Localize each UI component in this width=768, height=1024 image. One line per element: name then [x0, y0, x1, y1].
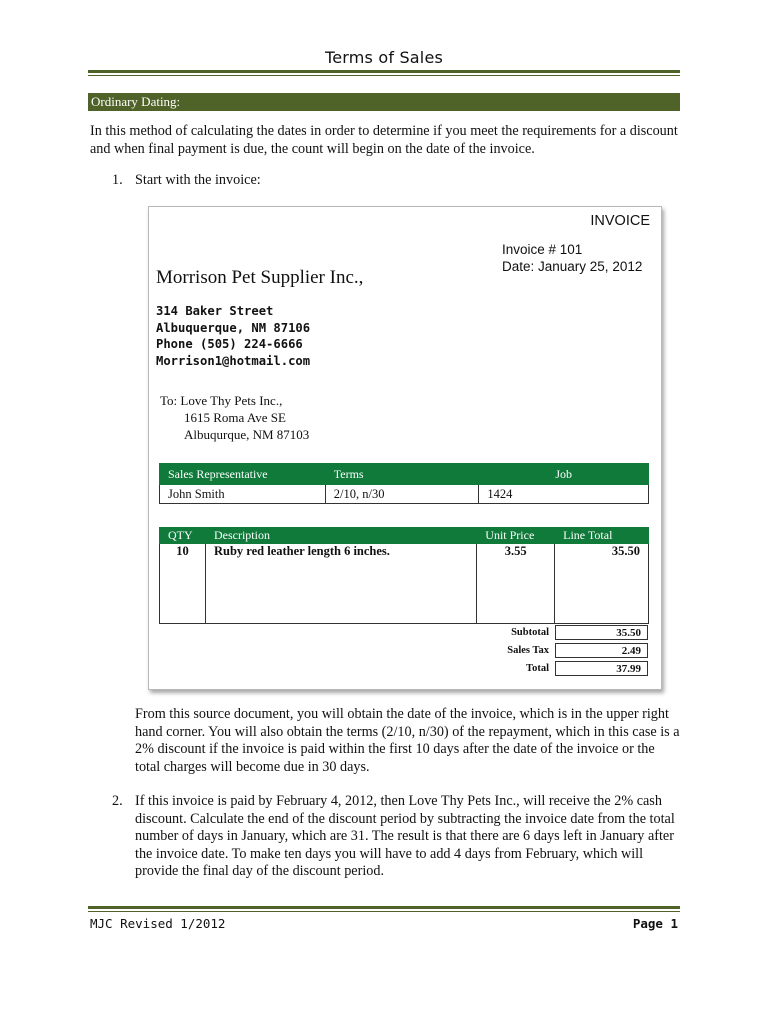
sales-header: Sales Representative	[160, 464, 326, 485]
address-line: Morrison1@hotmail.com	[156, 353, 311, 368]
company-address	[156, 303, 310, 369]
sales-cell: 2/10, n/30	[325, 485, 479, 504]
company-name: Morrison Pet Supplier Inc.,	[156, 267, 364, 288]
sales-cell: 1424	[479, 485, 649, 504]
invoice-date: Date: January 25, 2012	[502, 259, 643, 274]
items-header: Line Total	[555, 528, 649, 544]
sales-tax-value: 2.49	[555, 643, 648, 658]
subtotal-value: 35.50	[555, 625, 648, 640]
subtotal-label: Subtotal	[511, 627, 549, 638]
footer-rule-thin	[88, 911, 680, 912]
footer-rule	[88, 906, 680, 909]
step-text: If this invoice is paid by February 4, 2012, then Love Thy Pets Inc., will receive the 2% cash discount. Calculate the end of the discount period by subtracting the invoice date from the total number of days in January, which are 31. The result is that there are 6 days left in January after the invoice date. To make ten days you will have to add 4 days from February, which will provide the final day of the discount period.	[135, 793, 675, 879]
sales-cell: John Smith	[160, 485, 326, 504]
total-label: Total	[526, 663, 549, 674]
bill-to	[160, 392, 309, 443]
intro-paragraph: In this method of calculating the dates in order to determine if you meet the requirements for a discount and when final payment is due, the count will begin on the date of the invoice.	[90, 123, 678, 157]
address-line: Albuquerque, NM 87106	[156, 320, 311, 335]
footer-revision: MJC Revised 1/2012	[90, 916, 226, 931]
items-table	[159, 527, 649, 624]
bill-to-line: To: Love Thy Pets Inc.,	[160, 393, 283, 408]
address-line: 314 Baker Street	[156, 304, 274, 318]
sales-table	[159, 463, 649, 504]
section-heading: Ordinary Dating:	[88, 93, 680, 111]
sales-header: Job	[479, 464, 649, 485]
step-number: 1.	[112, 172, 123, 188]
items-cell: 10	[160, 544, 206, 624]
header-rule-thin	[88, 75, 680, 76]
invoice-image	[148, 206, 662, 690]
bill-to-line: 1615 Roma Ave SE	[184, 410, 286, 425]
items-header: Description	[205, 528, 476, 544]
items-cell: Ruby red leather length 6 inches.	[205, 544, 476, 624]
explanation-paragraph: From this source document, you will obtain the date of the invoice, which is in the upper right hand corner. You will also obtain the terms (2/10, n/30) of the repayment, which in this case is a 2% discount if the invoice is paid within the first 10 days after the date of the invoice or the total charges will become due in 30 days.	[135, 706, 680, 775]
step-text: Start with the invoice:	[135, 172, 261, 188]
sales-tax-label: Sales Tax	[507, 645, 549, 656]
invoice-label: INVOICE	[590, 213, 650, 229]
address-line: Phone (505) 224-6666	[156, 337, 303, 351]
invoice-number-date	[502, 241, 642, 275]
sales-header: Terms	[325, 464, 479, 485]
items-header: Unit Price	[477, 528, 555, 544]
page-number: Page 1	[632, 916, 678, 931]
bill-to-line: Albuqurque, NM 87103	[184, 427, 310, 442]
total-value: 37.99	[555, 661, 648, 676]
items-header: QTY	[160, 528, 206, 544]
items-cell: 35.50	[555, 544, 649, 624]
invoice-number: Invoice # 101	[502, 242, 583, 257]
page-title: Terms of Sales	[324, 48, 444, 67]
step-number: 2.	[112, 793, 123, 809]
items-cell: 3.55	[477, 544, 555, 624]
header-rule	[88, 70, 680, 73]
